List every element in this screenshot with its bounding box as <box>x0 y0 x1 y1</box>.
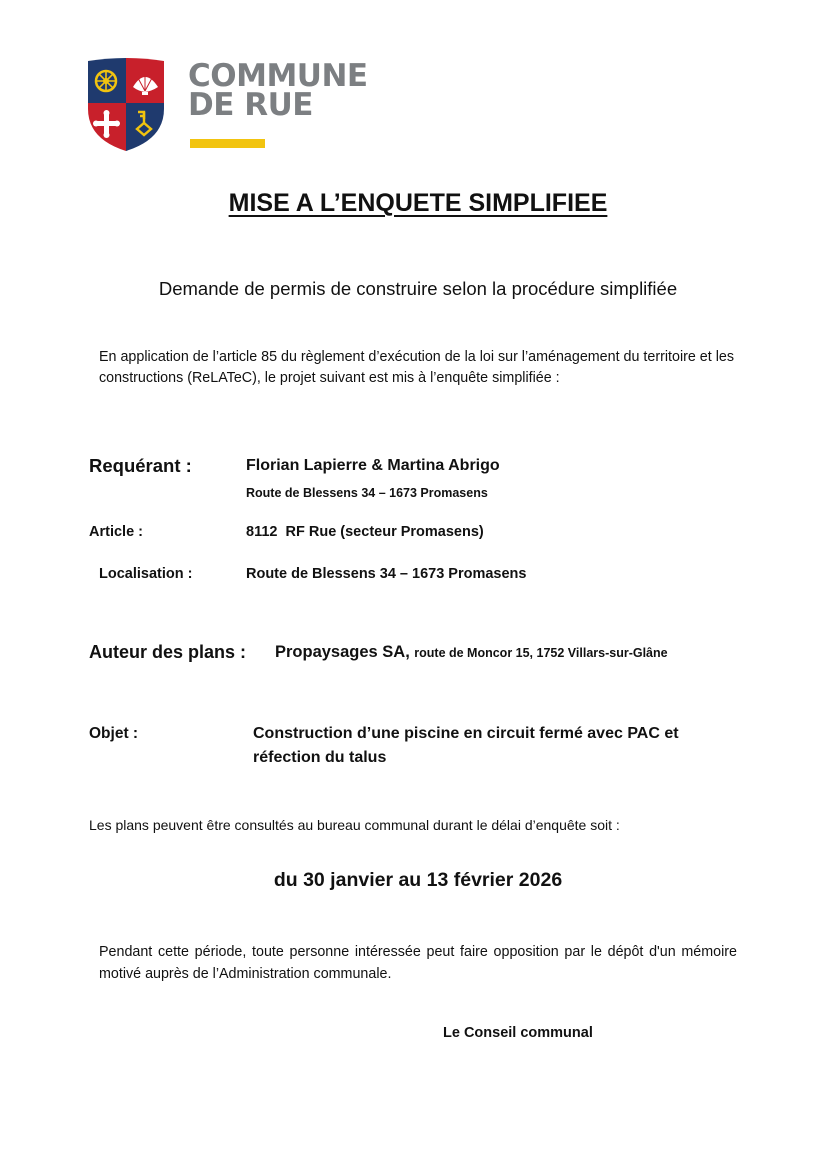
localisation-value: Route de Blessens 34 – 1673 Promasens <box>246 566 527 582</box>
opposition-paragraph: Pendant cette période, toute personne intéressée peut faire opposition par le dépôt d'un mémoire motivé auprès de l’Administration communale. <box>99 944 737 982</box>
auteur-company: Propaysages SA, <box>275 643 410 661</box>
objet-label: Objet : <box>89 725 139 742</box>
requerant-address: Route de Blessens 34 – 1673 Promasens <box>246 486 488 500</box>
signature: Le Conseil communal <box>443 1025 593 1041</box>
requerant-value: Florian Lapierre & Martina Abrigo <box>246 457 500 474</box>
commune-name-logo-text <box>188 58 368 123</box>
inquiry-period: du 30 janvier au 13 février 2026 <box>273 869 563 891</box>
page-subtitle: Demande de permis de construire selon la procédure simplifiée <box>158 278 678 299</box>
objet-value: Construction d’une piscine en circuit fermé avec PAC et réfection du talus <box>253 725 679 766</box>
wheel-icon <box>96 71 116 91</box>
intro-paragraph: En application de l’article 85 du règlement d’exécution de la loi sur l’aménagement du territoire et les constructions (ReLATeC), le projet suivant est mis à l’enquête simplifiée : <box>99 349 734 386</box>
localisation-label: Localisation : <box>99 566 193 582</box>
auteur-value <box>275 643 668 662</box>
auteur-label: Auteur des plans : <box>89 642 247 662</box>
requerant-label: Requérant : <box>89 455 192 476</box>
commune-crest-logo <box>86 57 166 152</box>
logo-accent-bar <box>190 139 265 148</box>
logo-line-1: COMMUNE <box>188 58 368 94</box>
article-label: Article : <box>89 524 143 540</box>
auteur-address: route de Moncor 15, 1752 Villars-sur-Glâne <box>414 646 668 660</box>
article-value: 8112 RF Rue (secteur Promasens) <box>246 524 484 540</box>
page-title: MISE A L’ENQUETE SIMPLIFIEE <box>228 189 608 217</box>
consultation-text: Les plans peuvent être consultés au bureau communal durant le délai d’enquête soit : <box>89 817 620 833</box>
logo-line-2: DE RUE <box>188 87 313 123</box>
